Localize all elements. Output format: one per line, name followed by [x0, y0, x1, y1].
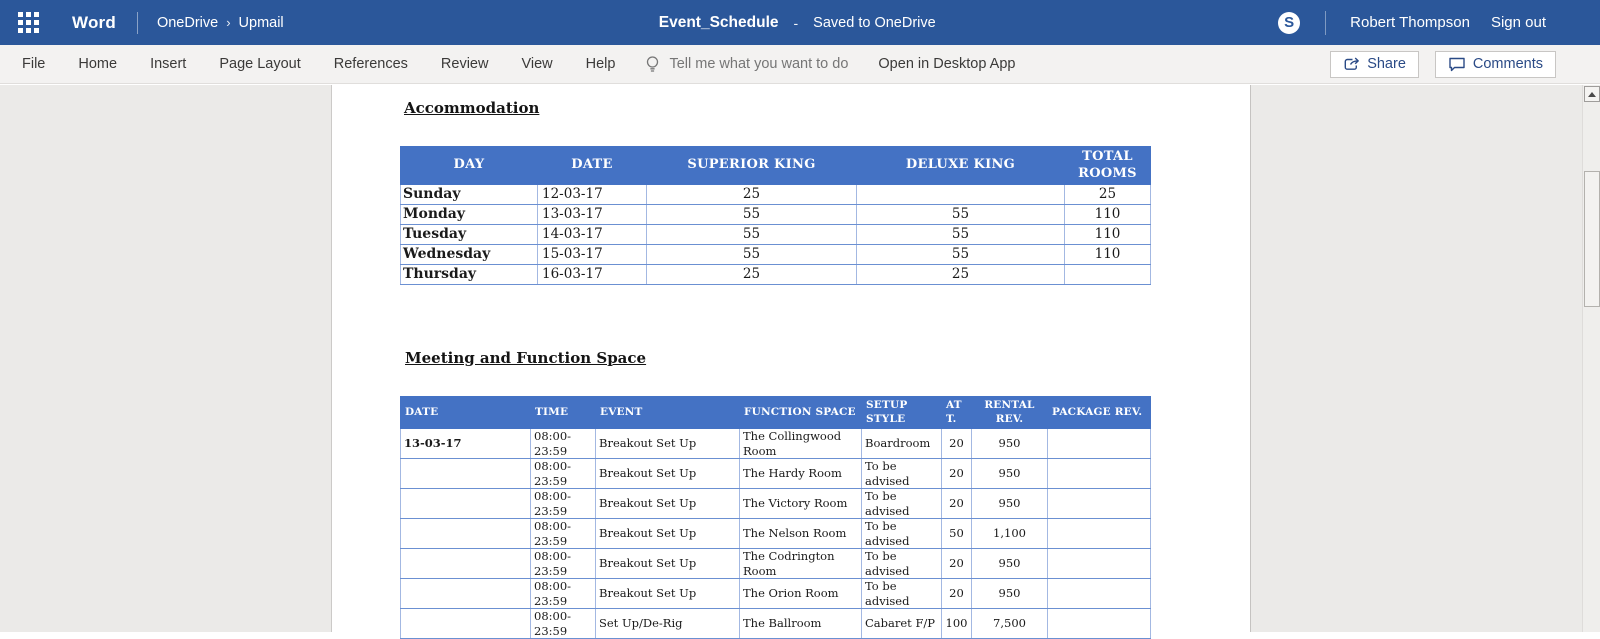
scrollbar-up-button[interactable] — [1584, 86, 1600, 102]
meeting-heading[interactable]: Meeting and Function Space — [405, 349, 646, 367]
topbar-right-group — [1278, 0, 1546, 45]
column-header[interactable]: DATE — [538, 147, 647, 185]
table-row — [401, 459, 1151, 489]
table-cell[interactable]: 110 — [1065, 205, 1151, 225]
table-row — [401, 265, 1151, 285]
column-header[interactable]: SETUP STYLE — [862, 397, 942, 429]
column-header[interactable]: TIME — [531, 397, 596, 429]
table-cell[interactable]: 25 — [647, 185, 857, 205]
user-name[interactable]: Robert Thompson — [1350, 14, 1470, 31]
table-cell[interactable] — [401, 549, 531, 579]
table-cell[interactable]: 20 — [942, 459, 972, 489]
table-cell[interactable]: The Hardy Room — [740, 459, 862, 489]
menu-item-file[interactable]: File — [22, 56, 45, 72]
table-cell[interactable]: Tuesday — [401, 225, 538, 245]
table-cell[interactable]: Breakout Set Up — [596, 519, 740, 549]
table-cell[interactable]: The Codrington Room — [740, 549, 862, 579]
table-cell[interactable]: 950 — [972, 459, 1048, 489]
sign-out-link[interactable]: Sign out — [1491, 14, 1546, 31]
table-cell[interactable]: 55 — [857, 245, 1065, 265]
table-row — [401, 185, 1151, 205]
header-row — [401, 397, 1151, 429]
table-cell[interactable]: Cabaret F/P — [862, 609, 942, 639]
table-cell[interactable] — [1048, 519, 1151, 549]
table-cell[interactable]: 08:00-23:59 — [531, 429, 596, 459]
tell-me-box[interactable] — [645, 55, 848, 74]
table-cell[interactable]: 110 — [1065, 225, 1151, 245]
table-cell[interactable]: 950 — [972, 549, 1048, 579]
skype-letter: S — [1284, 14, 1294, 31]
triangle-up-icon — [1588, 92, 1596, 97]
table-cell[interactable]: To be advised — [862, 579, 942, 609]
column-header[interactable]: DELUXE KING — [857, 147, 1065, 185]
comments-label: Comments — [1473, 56, 1543, 72]
table-cell[interactable]: 20 — [942, 549, 972, 579]
menu-item-view[interactable]: View — [521, 56, 552, 72]
table-cell[interactable]: To be advised — [862, 519, 942, 549]
table-cell[interactable]: 08:00-23:59 — [531, 489, 596, 519]
column-header[interactable]: PACKAGE REV. — [1048, 397, 1151, 429]
column-header[interactable]: ATT. — [942, 397, 972, 429]
table-cell[interactable] — [1065, 265, 1151, 285]
table-row — [401, 609, 1151, 639]
menu-item-insert[interactable]: Insert — [150, 56, 186, 72]
vertical-scrollbar[interactable] — [1582, 85, 1600, 632]
table-cell[interactable]: 20 — [942, 429, 972, 459]
table-cell[interactable]: The Victory Room — [740, 489, 862, 519]
table-cell[interactable]: 950 — [972, 579, 1048, 609]
table-cell[interactable]: The Collingwood Room — [740, 429, 862, 459]
document-title[interactable]: Event_Schedule — [659, 14, 779, 32]
table-cell[interactable]: Thursday — [401, 265, 538, 285]
document-page[interactable] — [331, 85, 1251, 632]
table-cell[interactable]: 55 — [647, 205, 857, 225]
table-cell[interactable]: 08:00-23:59 — [531, 549, 596, 579]
table-cell[interactable]: 15-03-17 — [538, 245, 647, 265]
table-cell[interactable]: The Nelson Room — [740, 519, 862, 549]
table-cell[interactable]: 100 — [942, 609, 972, 639]
comments-icon — [1448, 56, 1466, 72]
table-cell[interactable]: 950 — [972, 429, 1048, 459]
open-in-desktop-app[interactable]: Open in Desktop App — [878, 56, 1015, 72]
table-cell[interactable]: 25 — [647, 265, 857, 285]
table-row — [401, 549, 1151, 579]
table-cell[interactable]: 55 — [647, 245, 857, 265]
table-row — [401, 225, 1151, 245]
table-cell[interactable]: 50 — [942, 519, 972, 549]
table-row — [401, 519, 1151, 549]
table-cell[interactable] — [857, 185, 1065, 205]
header-row — [401, 147, 1151, 185]
table-cell[interactable] — [1048, 489, 1151, 519]
menu-item-home[interactable]: Home — [78, 56, 117, 72]
app-top-bar — [0, 0, 1600, 45]
save-status: Saved to OneDrive — [813, 15, 936, 31]
table-cell[interactable]: To be advised — [862, 459, 942, 489]
column-header[interactable]: FUNCTION SPACE — [740, 397, 862, 429]
breadcrumb-folder[interactable]: Upmail — [239, 15, 284, 31]
table-cell[interactable] — [1048, 549, 1151, 579]
topbar-divider — [137, 12, 138, 34]
table-row — [401, 205, 1151, 225]
document-canvas — [0, 85, 1600, 632]
table-cell[interactable] — [401, 609, 531, 639]
table-cell[interactable]: 950 — [972, 489, 1048, 519]
chevron-right-icon: › — [226, 15, 230, 30]
app-launcher-icon[interactable] — [18, 12, 39, 33]
table-cell[interactable]: 55 — [647, 225, 857, 245]
table-row — [401, 489, 1151, 519]
table-cell[interactable]: Breakout Set Up — [596, 549, 740, 579]
column-header[interactable]: TOTAL ROOMS — [1065, 147, 1151, 185]
table-cell[interactable]: Boardroom — [862, 429, 942, 459]
table-row — [401, 579, 1151, 609]
menu-item-references[interactable]: References — [334, 56, 408, 72]
table-cell[interactable]: To be advised — [862, 489, 942, 519]
table-cell[interactable]: 25 — [857, 265, 1065, 285]
table-cell[interactable]: 1,100 — [972, 519, 1048, 549]
table-cell[interactable]: 08:00-23:59 — [531, 519, 596, 549]
table-cell[interactable] — [1048, 609, 1151, 639]
column-header[interactable]: DAY — [401, 147, 538, 185]
table-cell[interactable]: 110 — [1065, 245, 1151, 265]
accommodation-table[interactable] — [400, 146, 1151, 285]
table-cell[interactable] — [401, 459, 531, 489]
table-cell[interactable]: To be advised — [862, 549, 942, 579]
table-row — [401, 429, 1151, 459]
app-name[interactable]: Word — [72, 13, 116, 33]
tell-me-label: Tell me what you want to do — [669, 56, 848, 72]
table-cell[interactable]: Breakout Set Up — [596, 429, 740, 459]
table-cell[interactable]: 08:00-23:59 — [531, 459, 596, 489]
table-cell[interactable] — [401, 519, 531, 549]
scrollbar-thumb[interactable] — [1584, 171, 1600, 307]
meeting-function-space-table[interactable] — [400, 396, 1151, 639]
topbar-divider — [1325, 11, 1326, 35]
table-cell[interactable]: 55 — [857, 225, 1065, 245]
table-cell[interactable]: 16-03-17 — [538, 265, 647, 285]
table-cell[interactable]: Breakout Set Up — [596, 579, 740, 609]
breadcrumb — [157, 15, 284, 31]
table-cell[interactable]: 14-03-17 — [538, 225, 647, 245]
breadcrumb-onedrive[interactable]: OneDrive — [157, 15, 218, 31]
table-cell[interactable]: 13-03-17 — [538, 205, 647, 225]
title-status-separator: - — [794, 15, 799, 31]
table-cell[interactable] — [401, 489, 531, 519]
skype-icon[interactable] — [1278, 12, 1300, 34]
table-cell[interactable]: Monday — [401, 205, 538, 225]
comments-button[interactable] — [1435, 51, 1556, 78]
column-header[interactable]: EVENT — [596, 397, 740, 429]
share-label: Share — [1367, 56, 1406, 72]
table-cell[interactable]: 08:00-23:59 — [531, 579, 596, 609]
document-title-group — [659, 0, 936, 45]
table-cell[interactable]: Set Up/De-Rig — [596, 609, 740, 639]
table-cell[interactable]: 13-03-17 — [401, 429, 531, 459]
menu-item-page-layout[interactable]: Page Layout — [219, 56, 300, 72]
table-cell[interactable]: Breakout Set Up — [596, 459, 740, 489]
table-cell[interactable]: 20 — [942, 489, 972, 519]
table-cell[interactable]: The Ballroom — [740, 609, 862, 639]
table-cell[interactable]: 55 — [857, 205, 1065, 225]
menu-item-review[interactable]: Review — [441, 56, 489, 72]
table-cell[interactable] — [1048, 429, 1151, 459]
table-cell[interactable]: The Orion Room — [740, 579, 862, 609]
table-cell[interactable] — [401, 579, 531, 609]
column-header[interactable]: RENTAL REV. — [972, 397, 1048, 429]
table-cell[interactable]: Wednesday — [401, 245, 538, 265]
lightbulb-icon — [645, 55, 660, 74]
menu-bar — [0, 45, 1600, 84]
table-cell[interactable]: 25 — [1065, 185, 1151, 205]
share-button[interactable] — [1330, 51, 1419, 78]
table-cell[interactable] — [1048, 579, 1151, 609]
table-cell[interactable]: Breakout Set Up — [596, 489, 740, 519]
table-cell[interactable]: 20 — [942, 579, 972, 609]
column-header[interactable]: SUPERIOR KING — [647, 147, 857, 185]
table-cell[interactable]: 12-03-17 — [538, 185, 647, 205]
menu-right-group — [1330, 51, 1556, 78]
accommodation-heading[interactable]: Accommodation — [404, 99, 539, 117]
menu-item-help[interactable]: Help — [586, 56, 616, 72]
table-cell[interactable]: Sunday — [401, 185, 538, 205]
table-cell[interactable] — [1048, 459, 1151, 489]
column-header[interactable]: DATE — [401, 397, 531, 429]
table-cell[interactable]: 08:00-23:59 — [531, 609, 596, 639]
menu-items — [22, 56, 615, 72]
table-cell[interactable]: 7,500 — [972, 609, 1048, 639]
share-icon — [1343, 56, 1360, 72]
table-row — [401, 245, 1151, 265]
